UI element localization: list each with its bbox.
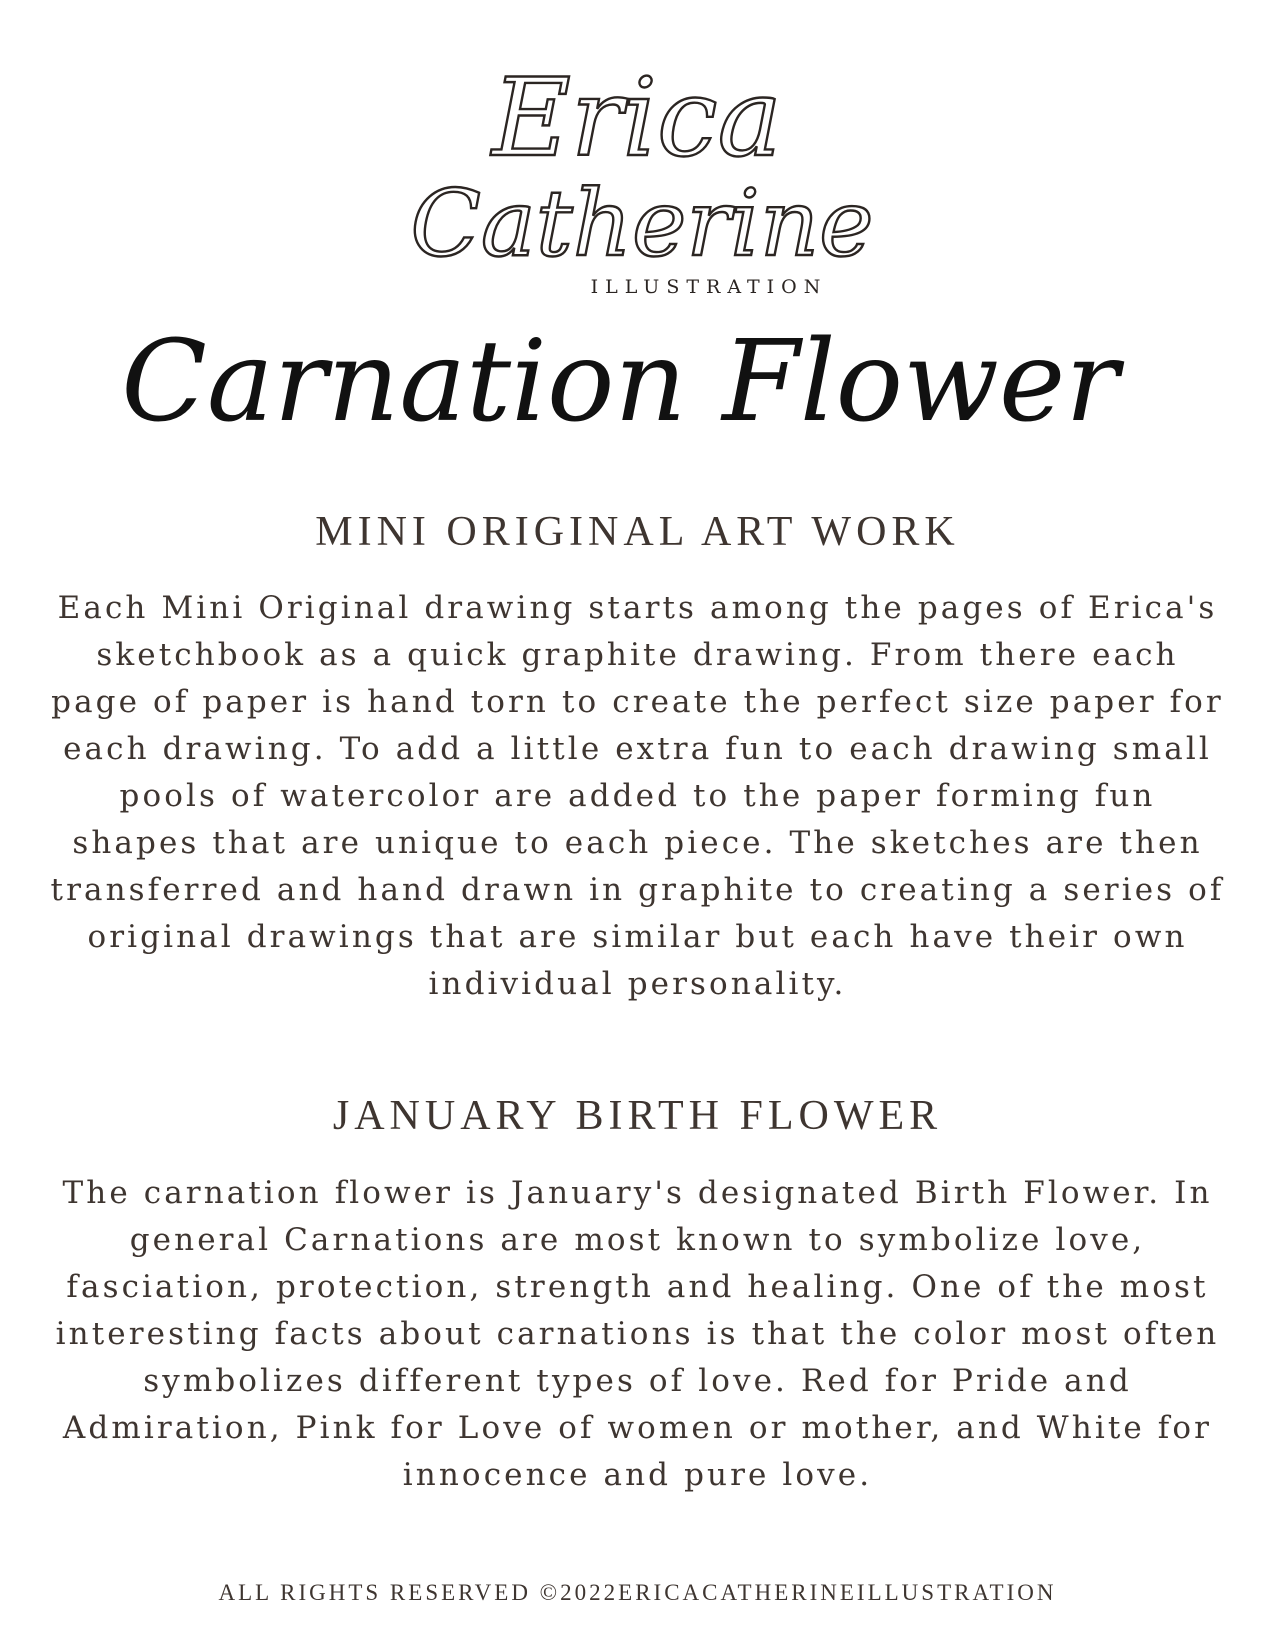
brand-logo [410,55,874,305]
section-body-birth-flower: The carnation flower is January's designated Birth Flower. In general Carnations are most known to symbolize love, fasciation, protection, strength and healing. One of the most interesting facts about carnations is that the color most often symbolizes different types of love. Red for Pride and Admiration, Pink for Love of women or mother, and White for innocence and pure love. [55,1175,1220,1493]
logo-line-erica: Erica [492,56,782,181]
title-text: Carnation Flower [121,317,1119,447]
page-title [0,317,1275,470]
logo-subtitle: ILLUSTRATION [590,276,828,298]
title-script [0,317,1275,470]
copyright-footer: ALL RIGHTS RESERVED ©2022ERICACATHERINEILLUSTRATION [218,1580,1057,1605]
logo-script-mark [410,55,874,305]
logo-line-catherine: Catherine [410,170,874,277]
section-heading-mini-original: MINI ORIGINAL ART WORK [315,509,960,555]
section-body-mini-original: Each Mini Original drawing starts among the pages of Erica's sketchbook as a quick graphite drawing. From there each page of paper is hand torn to create the perfect size paper for each drawing. To add a little extra fun to each drawing small pools of watercolor are added to the paper forming fun shapes that are unique to each piece. The sketches are then transferred and hand drawn in graphite to creating a series of original drawings that are similar but each have their own individual personality. [50,590,1225,1002]
section-heading-birth-flower: JANUARY BIRTH FLOWER [332,1093,943,1139]
